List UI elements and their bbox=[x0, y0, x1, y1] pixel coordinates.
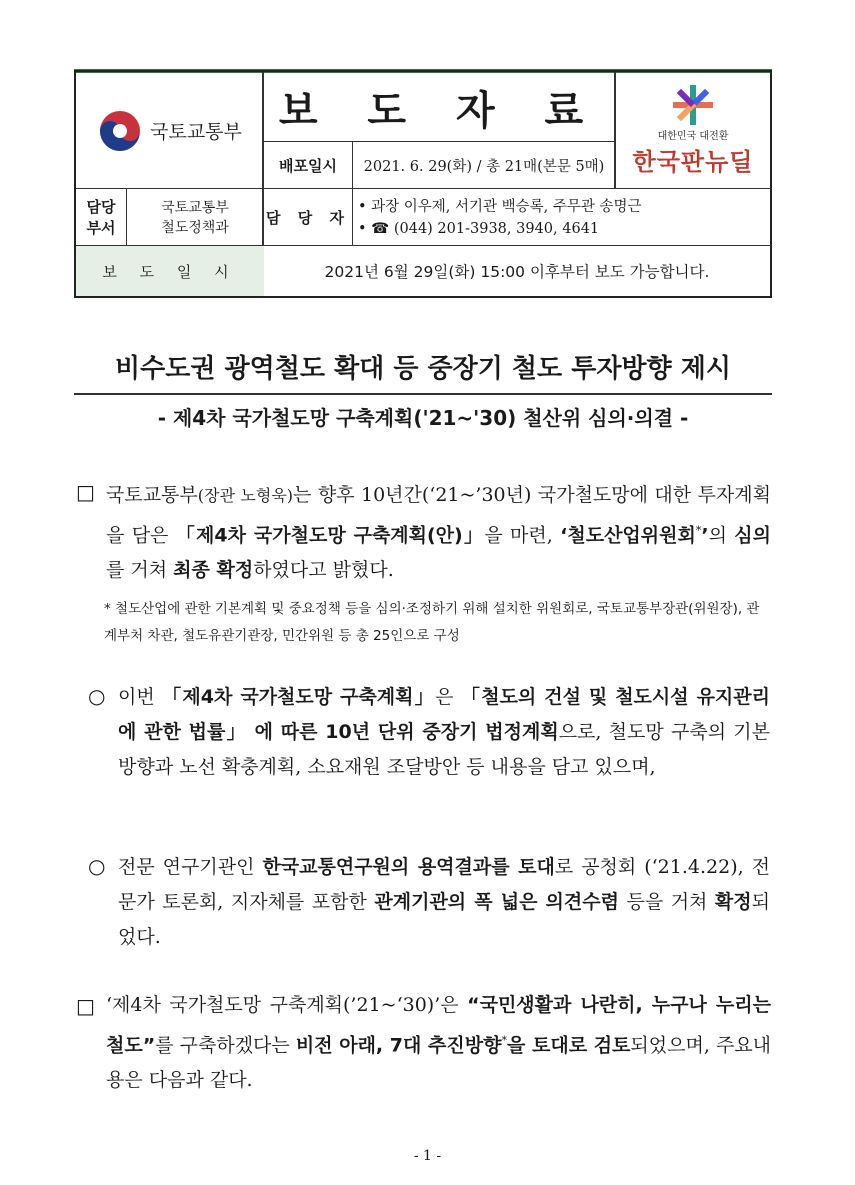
footnote: * 철도산업에 관한 기본계획 및 중요정책 등을 심의·조정하기 위해 설치한 위원회로, 국토교통부장관(위원장), 관계부처 차관, 철도유관기관장, 민간위원 등 총 25인으로 구성 bbox=[104, 601, 760, 644]
p3-text: 전문 연구기관인 bbox=[118, 856, 263, 878]
contact-value bbox=[352, 189, 770, 246]
department-label-line2: 부서 bbox=[86, 218, 116, 237]
p3-text: 등을 거쳐 bbox=[618, 891, 715, 913]
p1-text: 의 bbox=[708, 524, 735, 547]
report-time-label: 보 도 일 시 bbox=[76, 246, 264, 296]
paragraph-3 bbox=[118, 850, 770, 955]
department-line2: 철도정책과 bbox=[161, 219, 229, 236]
p2-text: 이번 bbox=[118, 686, 163, 708]
press-release-header bbox=[74, 70, 772, 298]
p1-text: 는 향후 10년간(‘21~’30년) 국가철도망에 대한 투자계획을 담은 bbox=[106, 484, 771, 547]
new-deal-emblem-icon bbox=[666, 85, 720, 125]
p1-text: (장관 노형욱) bbox=[197, 486, 294, 505]
ministry-logo bbox=[76, 72, 264, 189]
department-value bbox=[126, 189, 264, 246]
square-bullet: □ bbox=[76, 994, 95, 1018]
p1-bold: 「제4차 국가철도망 구축계획(안)」 bbox=[175, 524, 485, 547]
p3-bold: 한국교통연구원의 용역결과를 토대 bbox=[262, 856, 555, 878]
new-deal-slogan: 대한민국 대전환 bbox=[657, 130, 729, 142]
p1-text: 국토교통부 bbox=[106, 484, 198, 506]
p1-bold: 심의 bbox=[734, 524, 771, 547]
p4-bold: “국민생활과 나란히, 누구나 누리는 철도” bbox=[106, 994, 771, 1057]
report-time-value: 2021년 6월 29일(화) 15:00 이후부터 보도 가능합니다. bbox=[324, 263, 710, 281]
headline-rule bbox=[74, 393, 772, 395]
page-number: - 1 - bbox=[413, 1148, 442, 1164]
press-release-title: 보 도 자 료 bbox=[278, 87, 602, 134]
paragraph-2 bbox=[118, 680, 770, 785]
paragraph-4 bbox=[106, 988, 771, 1098]
taegeuk-emblem-icon bbox=[98, 109, 142, 153]
release-date-value: 2021. 6. 29(화) / 총 21매(본문 5매) bbox=[363, 159, 605, 175]
p4-bold: 을 토대로 검토 bbox=[506, 1034, 631, 1057]
p4-text: 되었으며, 주요내용은 다음과 같다. bbox=[106, 1034, 772, 1092]
p2-bold: 「제4차 국가철도망 구축계획」 bbox=[162, 686, 436, 708]
department-label bbox=[76, 189, 126, 246]
p3-bold: 확정 bbox=[714, 891, 752, 913]
square-bullet: □ bbox=[76, 480, 95, 504]
p4-text: 를 구축하겠다는 bbox=[155, 1034, 296, 1057]
p1-bold: 최종 확정 bbox=[173, 559, 254, 582]
p3-text: 로 공청회 (‘21.4.22), 전문가 토론회, 지자체를 포함한 bbox=[118, 856, 770, 913]
p4-bold: 비전 아래, 7대 추진방향 bbox=[295, 1034, 502, 1057]
department-label-line1: 담당 bbox=[86, 197, 116, 216]
circle-bullet: ○ bbox=[88, 684, 106, 708]
contact-label: 담 당 자 bbox=[266, 209, 350, 227]
p2-text: 으로, 철도망 구축의 기본 방향과 노선 확충계획, 소요재원 조달방안 등 내용을 담고 있으며, bbox=[118, 721, 770, 778]
new-deal-title: 한국판뉴딜 bbox=[632, 147, 754, 176]
p1-bold: ’ bbox=[701, 524, 709, 547]
p4-text: ‘제4차 국가철도망 구축계획(’21~‘30)’은 bbox=[106, 994, 468, 1016]
contact-phone: • ☎ (044) 201-3938, 3940, 4641 bbox=[358, 220, 600, 237]
p1-bold: ‘철도산업위원회 bbox=[560, 524, 696, 547]
department-line1: 국토교통부 bbox=[161, 199, 229, 216]
paragraph-1 bbox=[106, 478, 771, 588]
release-date-label: 배포일시 bbox=[279, 157, 337, 175]
p1-footnote-mark: * bbox=[695, 524, 702, 537]
p2-bold: 「철도의 건설 및 철도시설 유지관리에 관한 법률」 에 따른 10년 단위 중장기 법정계획 bbox=[118, 686, 770, 743]
contact-names: • 과장 이우제, 서기관 백승록, 주무관 송명근 bbox=[358, 198, 642, 215]
p4-footnote-mark: * bbox=[501, 1034, 507, 1047]
korean-new-deal-logo bbox=[616, 72, 770, 189]
p2-text: 은 bbox=[435, 686, 461, 708]
p3-bold: 관계기관의 폭 넓은 의견수렴 bbox=[374, 891, 619, 913]
p3-text: 되었다. bbox=[118, 891, 770, 948]
headline: 비수도권 광역철도 확대 등 중장기 철도 투자방향 제시 bbox=[115, 354, 731, 384]
p1-text: 하였다고 밝혔다. bbox=[253, 559, 394, 582]
circle-bullet: ○ bbox=[88, 854, 106, 878]
p1-text: 을 마련, bbox=[484, 524, 561, 547]
ministry-name: 국토교통부 bbox=[150, 121, 242, 143]
subheadline: - 제4차 국가철도망 구축계획('21~'30) 철산위 심의·의결 - bbox=[157, 406, 689, 430]
p1-text: 를 거쳐 bbox=[106, 559, 174, 582]
